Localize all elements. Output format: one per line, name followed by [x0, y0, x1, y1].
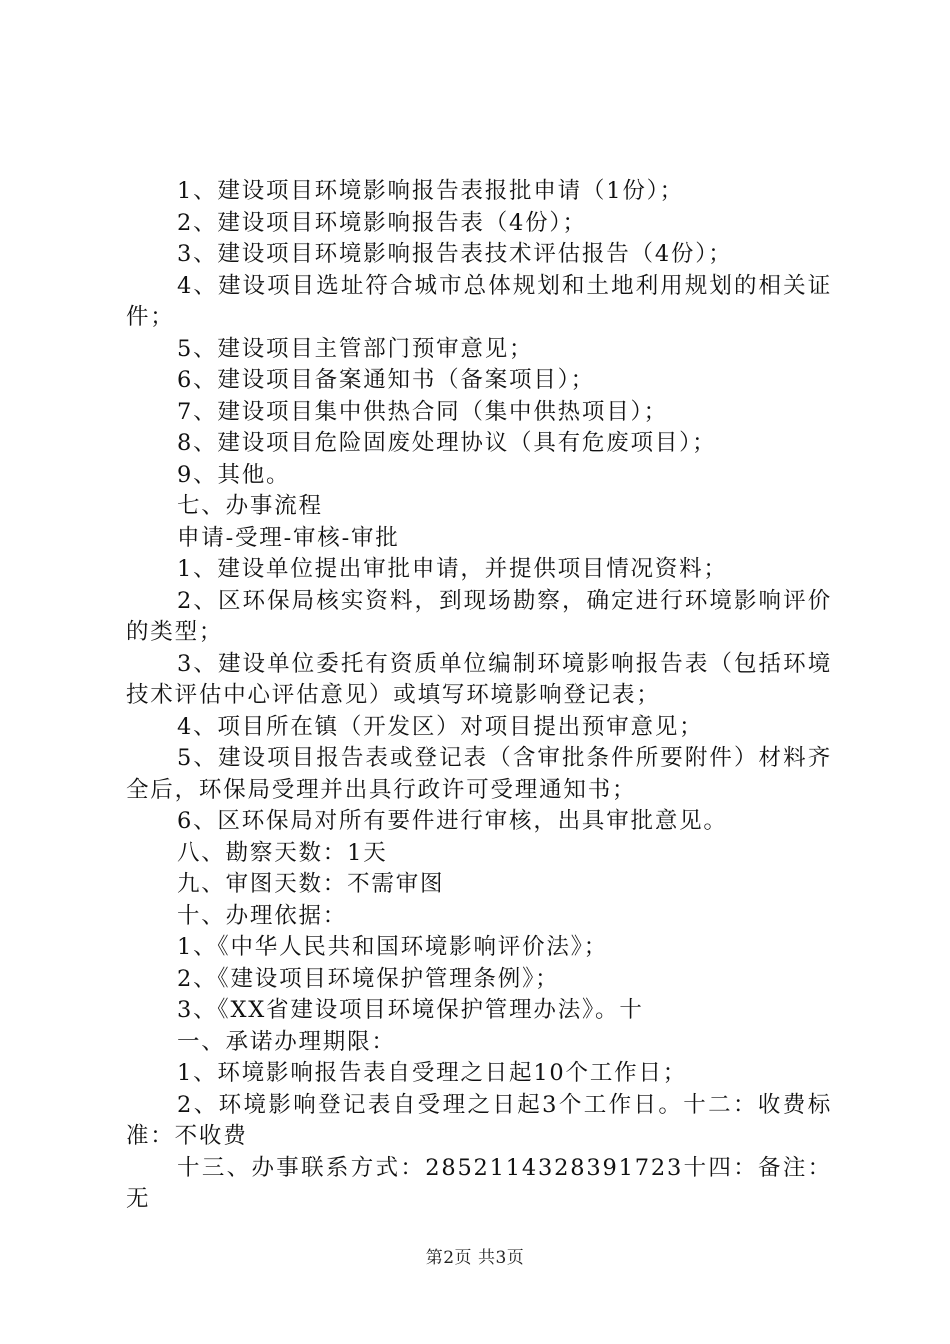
paragraph-22: 2、《建设项目环境保护管理条例》；: [177, 965, 560, 992]
paragraph-17: 6、区环保局对所有要件进行审核，出具审批意见。: [177, 808, 728, 834]
section-heading-deadline: 一、承诺办理期限：: [177, 1028, 396, 1055]
paragraph-26: 2、环境影响登记表自受理之日起3个工作日。十二：收费标准：不收费: [126, 1091, 832, 1149]
paragraph-14: 3、建设单位委托有资质单位编制环境影响报告表（包括环境技术评估中心评估意见）或填写环境影响登记表；: [126, 650, 832, 708]
paragraph-9: 9、其他。: [177, 461, 291, 488]
section-heading-survey-days: 八、勘察天数：1天: [177, 839, 388, 866]
document-body: [126, 176, 832, 1216]
paragraph-2: 2、建设项目环境影响报告表（4份）；: [177, 209, 587, 236]
section-heading-legal-basis: 十、办理依据：: [177, 902, 348, 929]
paragraph-25: 1、环境影响报告表自受理之日起10个工作日；: [177, 1060, 688, 1086]
section-heading-review-days: 九、审图天数：不需审图: [177, 871, 445, 897]
paragraph-27: 十三、办事联系方式：2852114328391723十四：备注：无: [126, 1154, 832, 1212]
paragraph-6: 6、建设项目备案通知书（备案项目）；: [177, 367, 595, 393]
paragraph-23: 3、《XX省建设项目环境保护管理办法》。十: [177, 997, 644, 1023]
paragraph-16: 5、建设项目报告表或登记表（含审批条件所要附件）材料齐全后，环保局受理并出具行政许可受理通知书；: [126, 745, 832, 803]
paragraph-8: 8、建设项目危险固废处理协议（具有危废项目）；: [177, 430, 717, 456]
paragraph-7: 7、建设项目集中供热合同（集中供热项目）；: [177, 398, 668, 425]
paragraph-5: 5、建设项目主管部门预审意见；: [177, 335, 534, 362]
page-number-footer: 第2页 共3页: [425, 1248, 525, 1268]
paragraph-4: 4、建设项目选址符合城市总体规划和土地利用规划的相关证件；: [126, 272, 832, 330]
paragraph-21: 1、《中华人民共和国环境影响评价法》；: [177, 934, 609, 960]
paragraph-15: 4、项目所在镇（开发区）对项目提出预审意见；: [177, 713, 704, 740]
paragraph-1: 1、建设项目环境影响报告表报批申请（1份）；: [177, 178, 684, 204]
paragraph-3: 3、建设项目环境影响报告表技术评估报告（4份）；: [177, 241, 733, 267]
section-heading-process: 七、办事流程: [177, 493, 323, 519]
paragraph-12: 1、建设单位提出审批申请，并提供项目情况资料；: [177, 556, 728, 582]
process-steps: 申请-受理-审核-审批: [177, 524, 400, 551]
paragraph-13: 2、区环保局核实资料，到现场勘察，确定进行环境影响评价的类型；: [126, 587, 832, 645]
